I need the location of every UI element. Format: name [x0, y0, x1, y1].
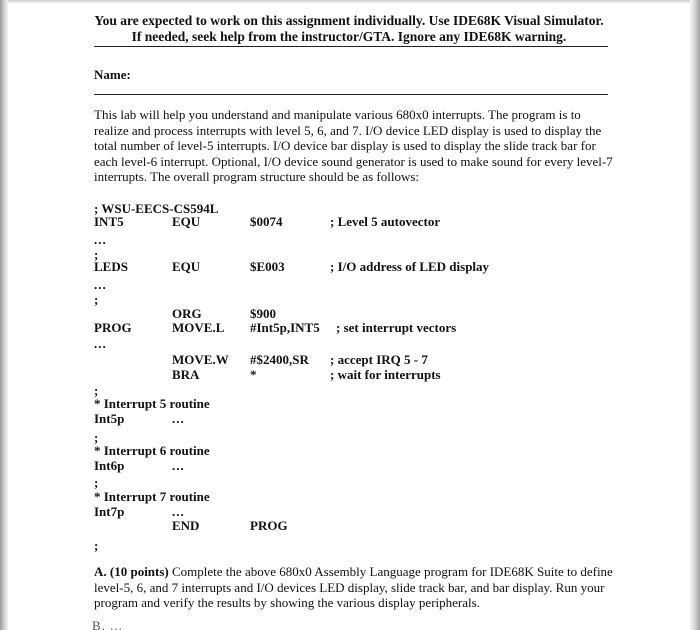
code-int7p-label: Int7p	[94, 504, 125, 519]
code-int6-routine: * Interrupt 6 routine	[94, 443, 210, 458]
header-line-2: If needed, seek help from the instructor/GTA. Ignore any IDE68K warning.	[131, 29, 567, 44]
question-a	[94, 564, 616, 611]
name-label: Name:	[94, 67, 131, 82]
code-movew-op: MOVE.W	[172, 352, 229, 367]
code-leds-op: EQU	[172, 259, 201, 274]
code-leds-label: LEDS	[94, 259, 128, 274]
code-bra-comment: ; wait for interrupts	[330, 367, 441, 382]
code-int5-routine: * Interrupt 5 routine	[94, 396, 210, 411]
header-line-1: You are expected to work on this assignment individually. Use IDE68K Visual Simulator.	[94, 13, 604, 28]
code-prog-label: PROG	[94, 320, 132, 335]
code-int5-comment: ; Level 5 autovector	[330, 214, 441, 229]
question-a-label: A. (10 points)	[94, 564, 169, 579]
code-ellipsis: ...	[94, 277, 107, 292]
code-bra-op: BRA	[172, 367, 200, 382]
code-int6p-label: Int6p	[94, 458, 125, 473]
code-semicolon: ;	[94, 383, 99, 398]
code-move-arg: #Int5p,INT5	[250, 320, 320, 335]
code-leds-comment: ; I/O address of LED display	[330, 259, 490, 274]
intro-paragraph: This lab will help you understand and manipulate various 680x0 interrupts. The program is to realize and process interrupts with level 5, 6, and 7. I/O device LED display is used to display the total number of level-5 interrupts. I/O device bar display is used to display the slide track bar for each level-6 interrupt. Optional, I/O device sound generator is used to make sound for every level-7 interrupts. The overall program structure should be as follows:	[94, 107, 613, 185]
page-shadow-left	[0, 0, 8, 630]
code-semicolon: ;	[94, 292, 99, 307]
code-title: ; WSU-EECS-CS594L	[94, 201, 219, 216]
code-ellipsis: ...	[94, 336, 107, 351]
code-semicolon: ;	[94, 430, 99, 445]
code-semicolon: ;	[94, 538, 99, 553]
code-int7-routine: * Interrupt 7 routine	[94, 489, 210, 504]
code-org-arg: $900	[250, 306, 276, 321]
code-movew-arg: #$2400,SR	[250, 352, 309, 367]
page-shadow-right	[690, 0, 700, 630]
code-int5-label: INT5	[94, 214, 124, 229]
question-a-text: Complete the above 680x0 Assembly Language program for IDE68K Suite to define level-5, 6, and 7 interrupts and I/O devices LED display, slide track bar, and bar display. Run your program and verify the results by showing the various display peripherals.	[94, 564, 613, 611]
next-question-cut-text: B. ...	[92, 621, 123, 630]
code-move-op: MOVE.L	[172, 320, 225, 335]
header-rule	[94, 46, 608, 47]
code-ellipsis: ...	[172, 458, 185, 473]
next-question-cut	[92, 621, 602, 630]
code-semicolon: ;	[94, 475, 99, 490]
code-int5-op: EQU	[172, 214, 201, 229]
code-org-op: ORG	[172, 306, 202, 321]
page-shadow-top	[0, 0, 700, 4]
code-ellipsis: ...	[94, 232, 107, 247]
name-rule	[94, 94, 608, 95]
code-leds-arg: $E003	[250, 259, 285, 274]
instructions-header	[90, 13, 608, 45]
code-ellipsis: ...	[172, 504, 185, 519]
code-movew-comment: ; accept IRQ 5 - 7	[330, 352, 428, 367]
code-int5-arg: $0074	[250, 214, 283, 229]
code-move-comment: ; set interrupt vectors	[336, 320, 457, 335]
code-int5p-label: Int5p	[94, 411, 125, 426]
code-end-arg: PROG	[250, 518, 288, 533]
code-ellipsis: ...	[172, 411, 185, 426]
code-end-op: END	[172, 518, 200, 533]
code-semicolon: ;	[94, 247, 99, 262]
code-bra-arg: *	[250, 367, 257, 382]
